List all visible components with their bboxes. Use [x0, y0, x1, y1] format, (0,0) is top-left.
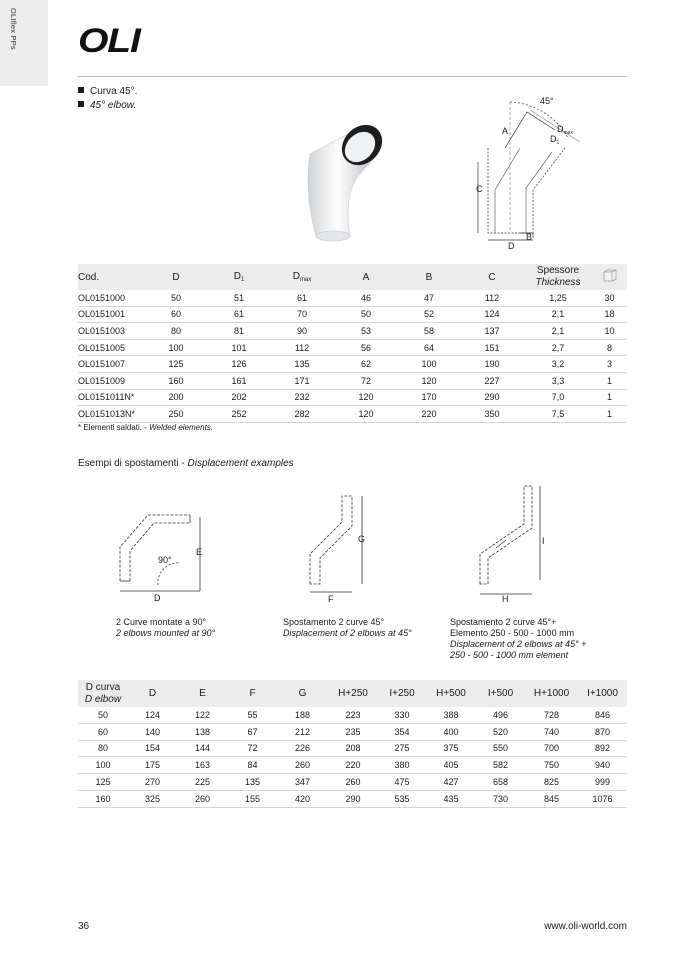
col-thickness: Spessore Thickness [524, 264, 592, 290]
brand-logo: OLI [78, 22, 140, 60]
col-d: D [128, 680, 177, 707]
col-h500: H+500 [426, 680, 476, 707]
drawing-b-label: B [526, 232, 533, 242]
table-row: OL0151009 160 161 171 72 120 227 3,3 1 [78, 372, 627, 389]
example1-angle-label: 90° [158, 555, 172, 565]
table-row: 125 270 225 135 347 260 475 427 658 825 999 [78, 774, 627, 791]
col-h1000: H+1000 [525, 680, 578, 707]
side-tab [0, 0, 48, 86]
bullet-square-icon [78, 101, 84, 107]
bullet-square-icon [78, 87, 84, 93]
drawing-c-label: C [476, 184, 483, 194]
example1-caption: 2 Curve montate a 90° 2 elbows mounted at 90° [116, 617, 216, 638]
website-link[interactable]: www.oli-world.com [544, 921, 627, 932]
table-header-row [78, 264, 627, 290]
table-row: 160 325 260 155 420 290 535 435 730 845 1076 [78, 790, 627, 807]
col-e: E [177, 680, 228, 707]
table-row: 100 175 163 84 260 220 380 405 582 750 940 [78, 757, 627, 774]
side-tab-label: OLIflex PPs [9, 8, 18, 50]
col-h250: H+250 [328, 680, 378, 707]
elbow-product-image [296, 118, 396, 242]
drawing-a-label: A [502, 126, 509, 136]
product-title-en: 45° elbow. [78, 100, 136, 111]
example2-g-label: G [358, 534, 366, 544]
table-header-row [78, 680, 627, 707]
example-45-diagram [300, 492, 380, 604]
col-cod: Cod. [78, 264, 144, 290]
col-d: D [144, 264, 208, 290]
table-row: OL0151000 50 51 61 46 47 112 1,25 30 [78, 290, 627, 306]
table-row: OL0151005 100 101 112 56 64 151 2,7 8 [78, 339, 627, 356]
drawing-dmax-label: $D_{max}$ [557, 124, 573, 136]
box-icon [603, 269, 617, 282]
example1-e-label: E [196, 547, 203, 557]
col-packaging [592, 264, 627, 290]
example2-f-label: F [328, 594, 334, 604]
table-row: OL0151013N* 250 252 282 120 220 350 7,5 1 [78, 406, 627, 423]
col-g: G [277, 680, 328, 707]
col-dcurva: D curva D elbow [78, 680, 128, 707]
header-divider [78, 76, 627, 77]
drawing-d-label: D [508, 241, 515, 250]
displacement-table [78, 680, 627, 808]
col-b: B [398, 264, 460, 290]
col-i250: I+250 [378, 680, 426, 707]
col-i500: I+500 [476, 680, 525, 707]
drawing-d1-label: $D_1$ [550, 134, 560, 146]
table-row: OL0151003 80 81 90 53 58 137 2,1 10 [78, 323, 627, 340]
col-f: F [228, 680, 277, 707]
col-c: C [460, 264, 524, 290]
table-row: 60 140 138 67 212 235 354 400 520 740 870 [78, 723, 627, 740]
page-number: 36 [78, 921, 90, 932]
table-row: OL0151007 125 126 135 62 100 190 3,2 3 [78, 356, 627, 373]
col-a: A [334, 264, 398, 290]
example2-caption: Spostamento 2 curve 45° Displacement of 2 elbows at 45° [283, 617, 412, 638]
product-title-it: Curva 45°. [78, 86, 137, 97]
col-d1: $D_1$ [208, 264, 270, 290]
table-row: OL0151001 60 61 70 50 52 124 2,1 18 [78, 306, 627, 323]
table-row: 50 124 122 55 188 223 330 388 496 728 846 [78, 707, 627, 723]
section-title: Esempi di spostamenti - Displacement examples [78, 458, 294, 469]
example1-d-label: D [154, 593, 161, 603]
elbow-technical-drawing [470, 90, 610, 250]
col-i1000: I+1000 [578, 680, 627, 707]
col-dmax: $D_{max}$ [270, 264, 334, 290]
dimensions-table [78, 264, 627, 423]
example3-h-label: H [502, 594, 509, 604]
example-element-diagram [470, 484, 560, 604]
example-90-diagram [110, 505, 220, 605]
table-row: OL0151011N* 200 202 232 120 170 290 7,0 1 [78, 389, 627, 406]
example3-caption: Spostamento 2 curve 45°+ Elemento 250 - 500 - 1000 mm Displacement of 2 elbows at 45° + 250 - 500 - 1000 mm element [450, 617, 587, 660]
table-row: 80 154 144 72 226 208 275 375 550 700 892 [78, 740, 627, 757]
example3-i-label: I [542, 536, 545, 546]
welded-note: * Elementi saldati. - Welded elements. [78, 423, 214, 432]
drawing-angle-label: 45° [540, 96, 554, 106]
